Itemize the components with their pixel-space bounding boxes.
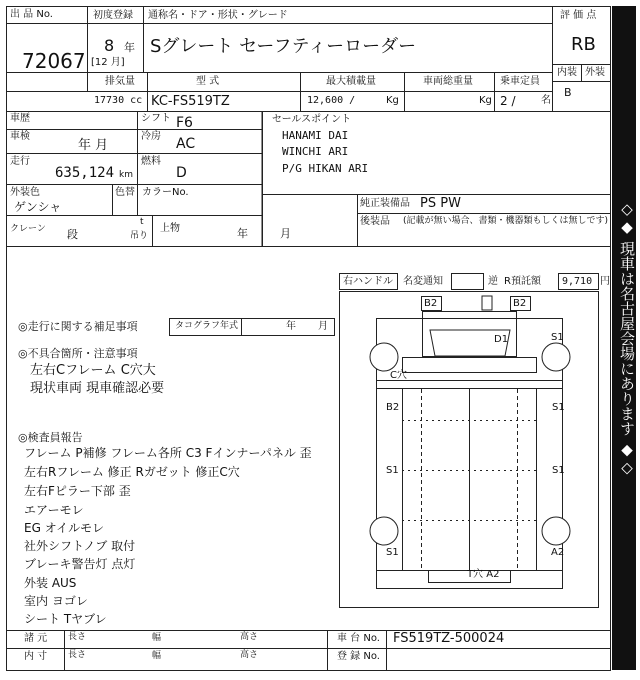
footer-length-2: 長さ [68, 650, 87, 660]
genuine-label: 純正装備品 [360, 198, 410, 209]
crane-tsuri: 吊り [130, 231, 149, 241]
aftermarket-label: 後装品 [360, 216, 390, 227]
inspection-label: 車検 [10, 131, 30, 142]
mark-b2-left: B2 [424, 298, 438, 309]
ext-color-label: 外装色 [10, 187, 40, 198]
inspector-line-5: EG オイルモレ [24, 521, 105, 535]
mark-s1-left: S1 [386, 465, 399, 476]
sales-label: セールスポイント [272, 114, 352, 125]
footer-height: 高さ [240, 632, 259, 642]
inspector-line-1: フレーム P補修 フレーム各所 C3 Fインナーパネル 歪 [24, 446, 312, 460]
interior-score: B [564, 86, 572, 99]
capacity-unit: 名 [541, 95, 551, 106]
gross-weight-label: 車両総重量 [423, 76, 473, 87]
genuine-value: PS PW [420, 196, 461, 211]
inspection-value: 年 月 [78, 138, 109, 153]
chassis-no: FS519TZ-500024 [393, 631, 505, 646]
tacho-month: 月 [318, 321, 328, 332]
inspector-line-3: 左右Fピラー下部 歪 [24, 484, 131, 498]
mileage-label: 走行 [10, 156, 30, 167]
reg-label: 登 録 No. [337, 651, 380, 662]
footer-height-2: 高さ [240, 650, 259, 660]
mark-b2-mid: B2 [386, 402, 400, 413]
upper-year: 年 [237, 227, 248, 240]
kg-1: Kg [386, 95, 399, 106]
side-banner-text: ◇◆ 現車は名古屋会場にあります ◆◇ [618, 199, 636, 477]
first-reg-month: [12 月] [91, 57, 125, 68]
inspector-line-8: 外装 AUS [24, 576, 77, 590]
name-label: 通称名・ドア・形状・グレード [148, 10, 288, 21]
inspector-line-7: ブレーキ警告灯 点灯 [24, 557, 136, 571]
footer-width-2: 幅 [152, 651, 162, 661]
mark-s1-mid-right: S1 [552, 402, 565, 413]
crane-t: t [140, 217, 144, 227]
yen-label: 円 [600, 276, 610, 287]
exterior-label: 外装 [585, 67, 605, 78]
max-load-label: 最大積載量 [326, 76, 376, 87]
capacity: 2 / [500, 94, 516, 108]
r-reading-label: R預託額 [504, 276, 541, 287]
ac-value: AC [176, 136, 196, 152]
shift-label: シフト [141, 113, 171, 124]
inspector-line-2: 左右Rフレーム 修正 Rガゼット 修正C穴 [24, 465, 240, 479]
color-code-label: カラーNo. [142, 187, 189, 198]
lot-no-label: 出 品 No. [10, 9, 53, 20]
footer-width: 幅 [152, 633, 162, 643]
mark-d1: D1 [494, 334, 509, 345]
defect-line-1: 左右Cフレーム C穴大 [30, 363, 156, 378]
fuel-value: D [176, 165, 187, 181]
eval-score: RB [571, 34, 596, 55]
mark-a2-rear-right: A2 [551, 547, 565, 558]
driving-label: ◎走行に関する補足事項 [18, 320, 138, 333]
max-load: 12,600 / [307, 95, 356, 106]
shift-value: F6 [176, 115, 193, 131]
sales-line-2: WINCHI ARI [282, 145, 349, 158]
inspector-line-9: 室内 ヨゴレ [24, 594, 88, 608]
year-unit: 年 [124, 41, 135, 54]
mark-t-hole: T穴 A2 [467, 569, 500, 580]
inspector-label: ◎検査員報告 [18, 431, 83, 444]
mark-c-hole: C穴 [390, 370, 407, 381]
r-reading: 9,710 [562, 276, 593, 287]
mileage-value: 635,124 [55, 165, 115, 181]
eval-label: 評 価 点 [560, 10, 597, 21]
displacement-label: 排気量 [105, 76, 135, 87]
grade: Sグレート セーフティーローダー [150, 36, 417, 57]
crane-dan: 段 [67, 228, 78, 241]
footer-length: 長さ [68, 632, 87, 642]
first-reg-year: 8 [104, 36, 115, 55]
interior-label: 内装 [557, 67, 577, 78]
crane-label: クレーン [10, 224, 46, 234]
color-change-label: 色替 [115, 187, 135, 198]
history-label: 車歴 [10, 113, 30, 124]
defect-line-2: 現状車両 現車確認必要 [30, 381, 165, 396]
ac-label: 冷房 [141, 131, 161, 142]
mileage-unit: km [119, 170, 133, 180]
upper-label: 上物 [160, 223, 180, 234]
sales-line-3: P/G HIKAN ARI [282, 162, 369, 175]
model-label: 型 式 [196, 76, 220, 87]
kg-2: Kg [479, 95, 492, 106]
tacho-year: 年 [286, 321, 296, 332]
truck-diagram [376, 312, 563, 589]
contents-footer-label: 内 寸 [24, 651, 48, 662]
recall-label: 逆 [488, 276, 498, 287]
tacho-label: タコグラフ年式 [175, 321, 239, 331]
inspector-line-10: シート Tヤブレ [24, 612, 107, 626]
ext-color-value: ゲンシャ [14, 200, 62, 214]
mark-s1-front-right: S1 [551, 332, 564, 343]
defects-label: ◎不具合箇所・注意事項 [18, 347, 138, 360]
sales-line-1: HANAMI DAI [282, 129, 349, 142]
upper-month: 月 [280, 227, 291, 240]
specs-footer-label: 諸 元 [24, 633, 48, 644]
fuel-label: 燃料 [141, 156, 161, 167]
first-reg-label: 初度登録 [93, 10, 133, 21]
mark-s1-right: S1 [552, 465, 565, 476]
inspector-line-4: エアーモレ [24, 503, 84, 517]
displacement: 17730 cc [94, 95, 143, 106]
capacity-label: 乗車定員 [500, 76, 540, 87]
lot-no: 72067 [22, 49, 86, 73]
mark-s1-rear-left: S1 [386, 547, 399, 558]
aftermarket-note: (記載が無い場合、書類・機器類もしくは無しです) [403, 216, 609, 226]
inspector-line-6: 社外シフトノブ 取付 [24, 539, 136, 553]
model: KC-FS519TZ [151, 94, 230, 109]
meter-change-label: 名変通知 [403, 276, 443, 287]
steering-label: 右ハンドル [343, 276, 393, 287]
mark-b2-right: B2 [513, 298, 527, 309]
chassis-label: 車 台 No. [337, 633, 380, 644]
